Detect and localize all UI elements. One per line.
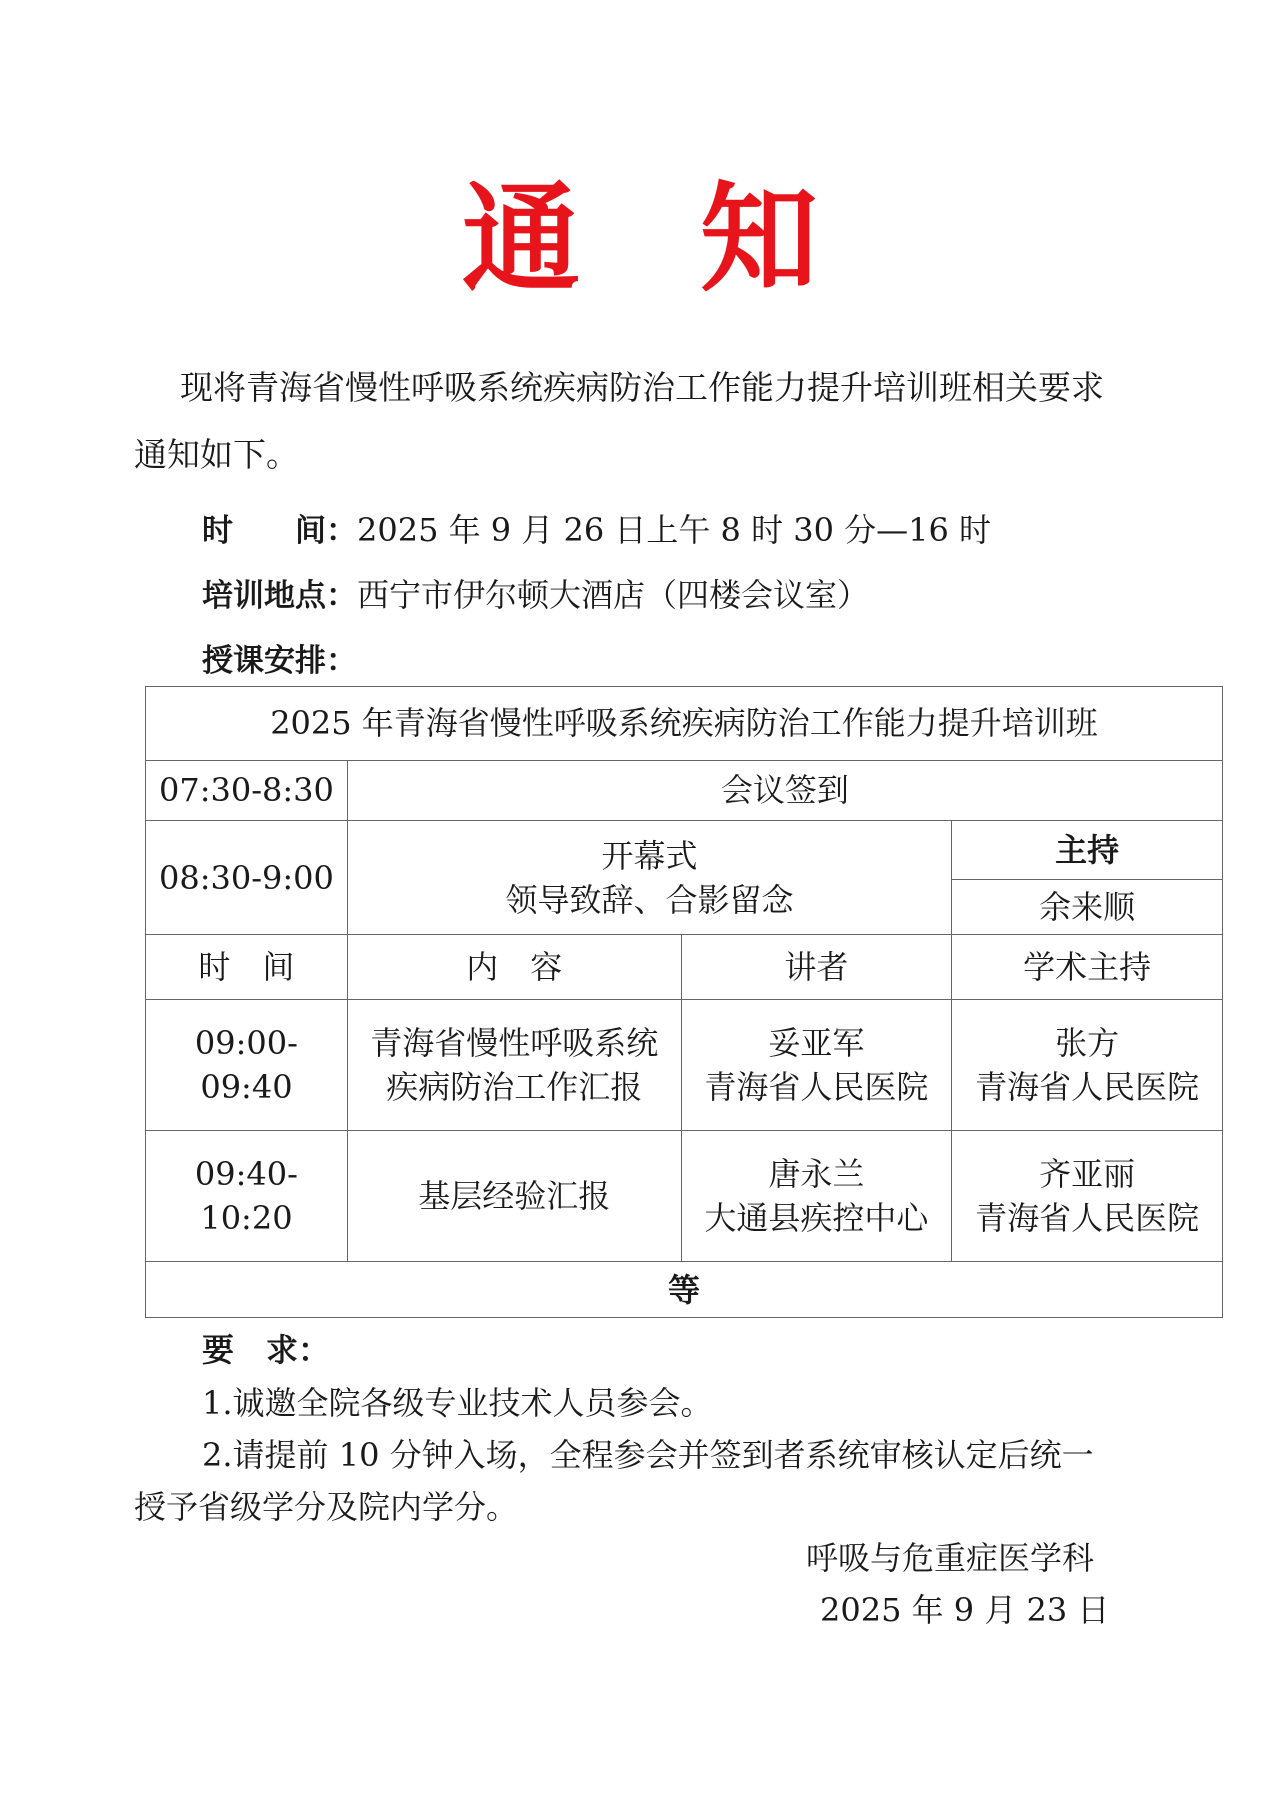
- title-char-1: 通: [461, 169, 580, 308]
- place-label: 培训地点：: [202, 578, 357, 614]
- host-name: 余来顺: [952, 879, 1223, 935]
- time-value: 2025 年 9 月 26 日上午 8 时 30 分—16 时: [357, 511, 992, 549]
- checkin-label: 会议签到: [347, 760, 1222, 821]
- opening-line-2: 领导致辞、合影留念: [505, 880, 794, 919]
- col-chair-header: 学术主持: [952, 935, 1223, 1000]
- requirement-item-2-line-2: 授予省级学分及院内学分。: [134, 1488, 519, 1526]
- opening-line-1: 开幕式: [601, 836, 698, 875]
- schedule-label: 授课安排：: [202, 643, 357, 679]
- notice-title: [0, 169, 1280, 308]
- place-row: [202, 575, 869, 616]
- requirements-label: 要 求：: [202, 1331, 331, 1369]
- col-speaker-header: 讲者: [681, 935, 952, 1000]
- requirement-item-1: 1.诚邀全院各级专业技术人员参会。: [202, 1384, 713, 1422]
- time-row: [202, 510, 991, 551]
- session-chair: [952, 1131, 1223, 1262]
- session-speaker: [681, 1131, 952, 1262]
- schedule-table: [145, 686, 1223, 1318]
- chair-name: 齐亚丽: [1039, 1155, 1136, 1194]
- chair-name: 张方: [1055, 1024, 1120, 1063]
- col-time-header: 时 间: [146, 935, 348, 1000]
- speaker-org: 大通县疾控中心: [704, 1199, 929, 1238]
- chair-org: 青海省人民医院: [975, 1068, 1200, 1107]
- schedule-etc: 等: [146, 1262, 1223, 1318]
- time-label: 时 间：: [202, 513, 357, 549]
- session-content: [347, 999, 681, 1130]
- requirement-item-2-line-1: 2.请提前 10 分钟入场，全程参会并签到者系统审核认定后统一: [202, 1436, 1094, 1474]
- session-content: 基层经验汇报: [347, 1131, 681, 1262]
- session-content-line-2: 疾病防治工作汇报: [386, 1068, 643, 1107]
- schedule-caption: 2025 年青海省慢性呼吸系统疾病防治工作能力提升培训班: [146, 687, 1223, 761]
- table-row: [146, 1131, 1223, 1262]
- speaker-name: 唐永兰: [768, 1155, 865, 1194]
- title-char-2: 知: [700, 169, 819, 308]
- session-time: 09:00-09:40: [146, 999, 348, 1130]
- session-time: 09:40-10:20: [146, 1131, 348, 1262]
- signature-department: 呼吸与危重症医学科: [806, 1539, 1095, 1577]
- session-content-line-1: 青海省慢性呼吸系统: [370, 1024, 659, 1063]
- session-chair: [952, 999, 1223, 1130]
- chair-org: 青海省人民医院: [975, 1199, 1200, 1238]
- host-label: 主持: [952, 821, 1223, 880]
- place-value: 西宁市伊尔顿大酒店（四楼会议室）: [357, 576, 870, 614]
- intro-line-1: 现将青海省慢性呼吸系统疾病防治工作能力提升培训班相关要求: [180, 368, 1104, 407]
- speaker-name: 妥亚军: [768, 1024, 865, 1063]
- requirements-heading: [202, 1330, 330, 1370]
- intro-paragraph: [134, 354, 1154, 488]
- table-row: [146, 999, 1223, 1130]
- speaker-org: 青海省人民医院: [704, 1068, 929, 1107]
- session-speaker: [681, 999, 952, 1130]
- intro-line-2: 通知如下。: [134, 435, 299, 474]
- schedule-label-row: [202, 640, 357, 681]
- signature-date: 2025 年 9 月 23 日: [820, 1591, 1110, 1629]
- col-content-header: 内 容: [347, 935, 681, 1000]
- checkin-time: 07:30-8:30: [146, 760, 348, 821]
- opening-time: 08:30-9:00: [146, 821, 348, 935]
- opening-content: [347, 821, 951, 935]
